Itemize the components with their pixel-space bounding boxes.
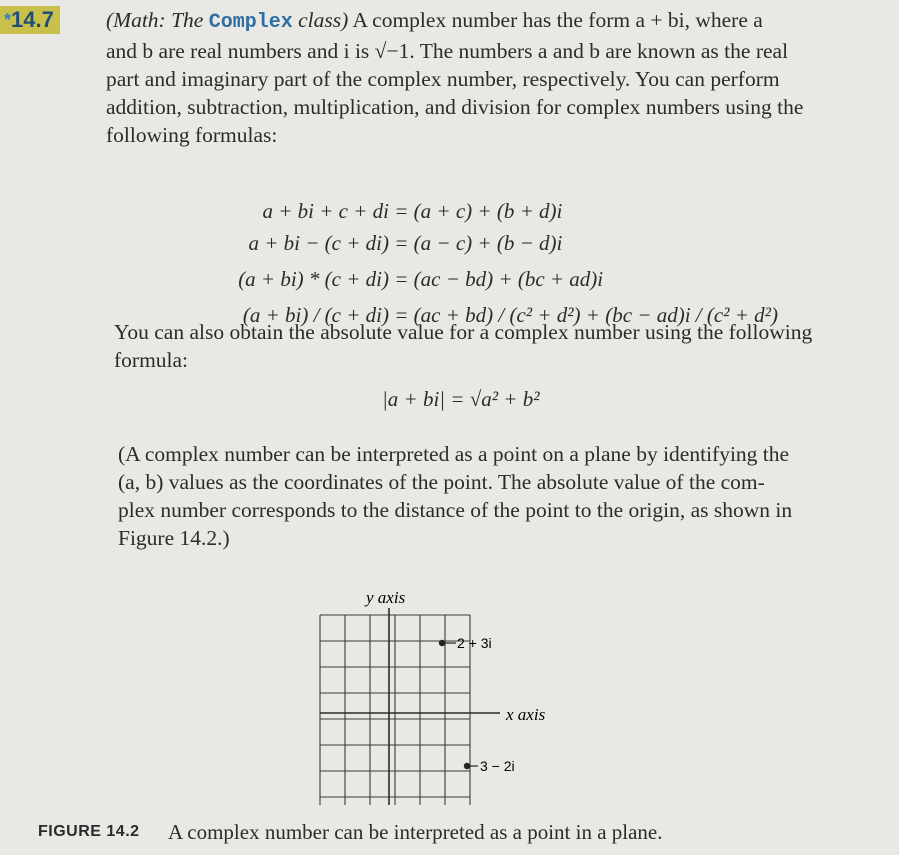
- intro-line-2: and b are real numbers and i is √−1. The numbers a and b are known as the real: [106, 39, 789, 63]
- formula-rhs: = (ac + bd) / (c² + d²) + (bc − ad)i / (c² + d²): [394, 303, 778, 327]
- intro-line-5: following formulas:: [106, 123, 278, 147]
- intro-text-1: A complex number has the form a + bi, where a: [348, 8, 763, 32]
- formula-rhs: = (a + c) + (b + d)i: [394, 199, 563, 223]
- formula-rhs: = (ac − bd) + (bc + ad)i: [394, 267, 604, 291]
- star-marker: *: [4, 10, 12, 30]
- intro-topic-suffix: class): [292, 8, 349, 32]
- formula-rhs: = (a − c) + (b − d)i: [394, 231, 563, 255]
- note-line-2: (a, b) values as the coordinates of the point. The absolute value of the com-: [118, 470, 765, 494]
- absolute-line-1: You can also obtain the absolute value for a complex number using the following: [114, 320, 813, 344]
- formula-lhs: a + bi − (c + di): [248, 231, 389, 255]
- absolute-value-formula: |a + bi| = √a² + b²: [382, 387, 540, 411]
- problem-number: 14.7: [11, 7, 54, 32]
- formula-lhs: (a + bi) * (c + di): [238, 267, 389, 291]
- class-name: Complex: [208, 11, 293, 34]
- formula-lhs: (a + bi) / (c + di): [242, 303, 389, 327]
- note-line-3: plex number corresponds to the distance of the point to the origin, as shown in: [118, 498, 793, 522]
- intro-line-3: part and imaginary part of the complex number, respectively. You can perform: [106, 67, 780, 91]
- point-2-label: 3 − 2i: [480, 758, 515, 774]
- note-line-1: (A complex number can be interpreted as a point on a plane by identifying the: [118, 442, 790, 466]
- intro-line-4: addition, subtraction, multiplication, and division for complex numbers using the: [106, 95, 804, 119]
- figure-label: FIGURE 14.2: [38, 823, 140, 840]
- note-line-4: Figure 14.2.): [118, 526, 230, 550]
- absolute-line-2: formula:: [114, 348, 189, 372]
- figure-caption: A complex number can be interpreted as a point in a plane.: [168, 820, 663, 844]
- formula-lhs: a + bi + c + di: [262, 199, 389, 223]
- y-axis-label: y axis: [366, 588, 406, 607]
- intro-topic: (Math: The: [106, 8, 209, 32]
- point-1-label: 2 + 3i: [457, 635, 492, 651]
- x-axis-label: x axis: [506, 705, 546, 724]
